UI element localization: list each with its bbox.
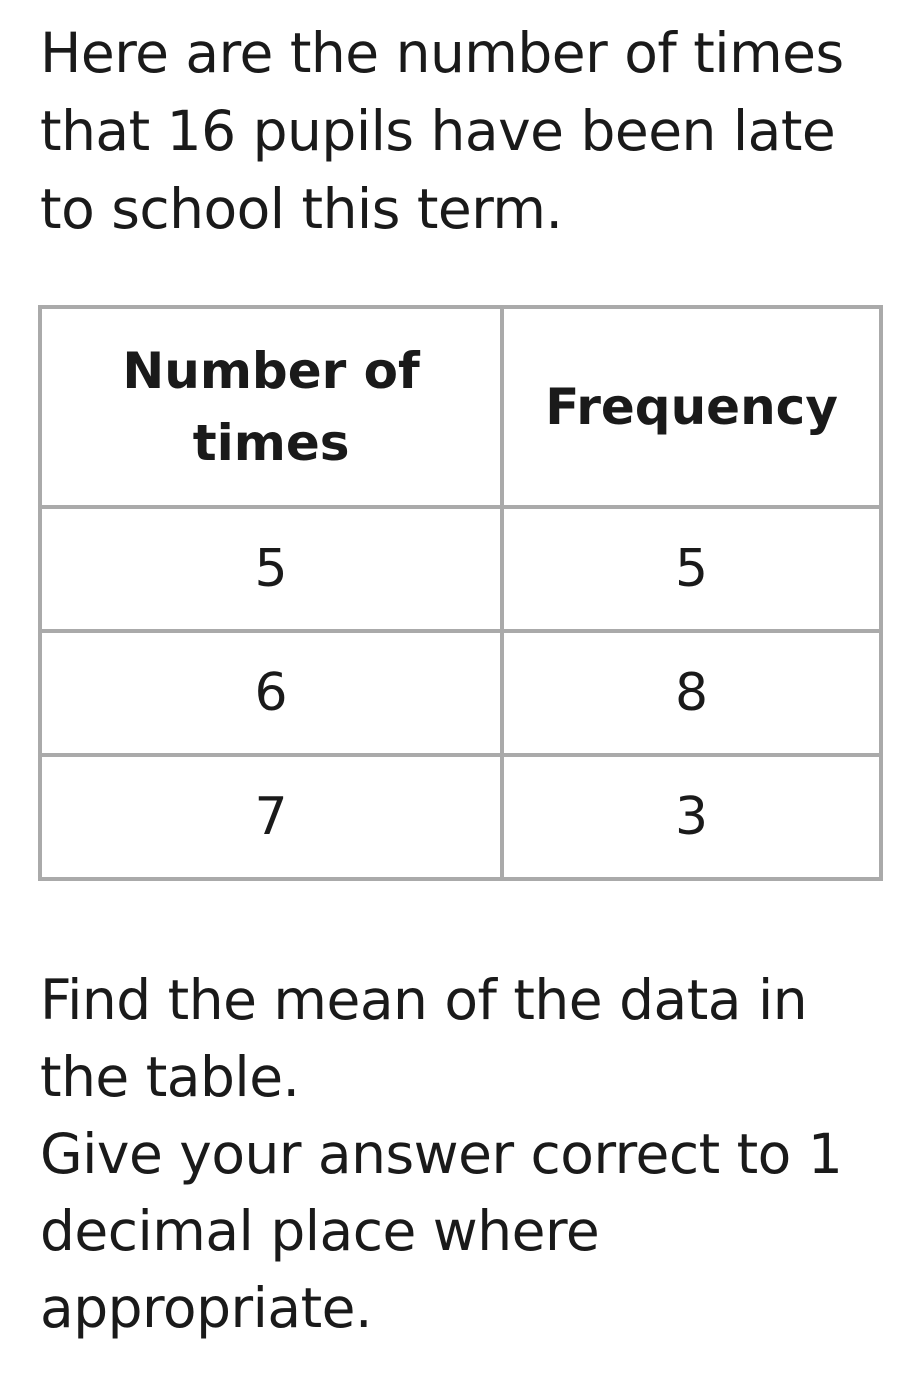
cell-frequency: 3 [502,755,881,879]
frequency-table [38,305,883,881]
table-row [40,507,881,631]
table-row [40,755,881,879]
question-text: Find the mean of the data in the table. [40,968,808,1109]
table-row [40,631,881,755]
cell-frequency: 8 [502,631,881,755]
table-header-row [40,307,881,507]
header-frequency: Frequency [502,307,881,507]
cell-number-of-times: 5 [40,507,502,631]
cell-frequency: 5 [502,507,881,631]
header-number-of-times: Number of times [40,307,502,507]
cell-number-of-times: 6 [40,631,502,755]
cell-number-of-times: 7 [40,755,502,879]
question-block [40,962,900,1347]
rounding-instruction: Give your answer correct to 1 decimal place where appropriate. [40,1122,843,1340]
intro-text: Here are the number of times that 16 pupils have been late to school this term. [40,21,844,241]
